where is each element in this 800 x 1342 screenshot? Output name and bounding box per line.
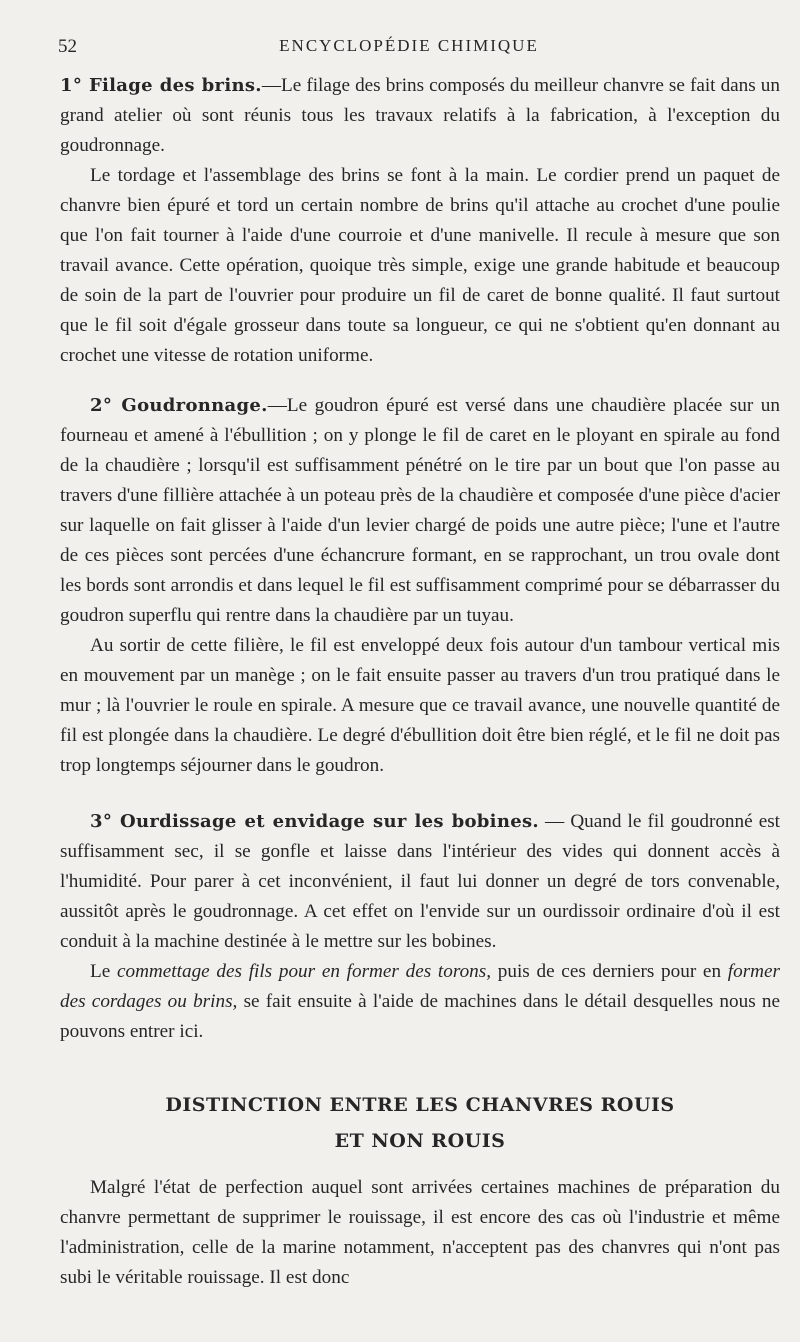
chapter-paragraph-1: Malgré l'état de perfection auquel sont arrivées certaines machines de préparation du chanvre permettant de supprimer le rouissage, il est encore des cas où l'industrie et même l'administration, celle de la marine notamment, n'acceptent pas des chanvres qui n'ont pas subi le véritable rouissage. Il est donc — [60, 1177, 780, 1288]
chapter-title-line-1: DISTINCTION ENTRE LES CHANVRES ROUIS — [165, 1094, 675, 1116]
section-filage-paragraph-2: Le tordage et l'assemblage des brins se font à la main. Le cordier prend un paquet de chanvre bien épuré et tord un certain nombre de brins qu'il attache au crochet d'une poulie que l'on fait tourner à l'aide d'une courroie et d'une manivelle. Il recule à mesure que son travail avance. Cette opération, quoique très simple, exige une grande habitude et beaucoup de soin de la part de l'ouvrier pour produire un fil de caret de bonne qualité. Il faut surtout que le fil soit d'égale grosseur dans toute sa longueur, ce qui ne s'obtient qu'en donnant au crochet une vitesse de rotation uniforme. — [60, 165, 780, 366]
chapter-title — [60, 1087, 780, 1159]
section-filage-paragraph-1: 1° Filage des brins.—Le filage des brins composés du meilleur chanvre se fait dans un grand atelier où sont réunis tous les travaux relatifs à la fabrication, à l'exception du goudronnage. — [60, 75, 780, 156]
page-number: 52 — [58, 36, 77, 57]
section-heading-ourdissage: 3° Ourdissage et envidage sur les bobines. — [90, 811, 539, 832]
section-ourdissage-paragraph-2: Le commettage des fils pour en former des torons, puis de ces derniers pour en former des cordages ou brins, se fait ensuite à l'aide de machines dans le détail desquelles nous ne pouvons entrer ici. — [60, 961, 780, 1042]
running-title: ENCYCLOPÉDIE CHIMIQUE — [279, 36, 539, 55]
section-ourdissage-paragraph-1: 3° Ourdissage et envidage sur les bobines. — Quand le fil goudronné est suffisamment sec, il se gonfle et laisse dans l'intérieur des vides qui donnent accès à l'humidité. Pour parer à cet inconvénient, il faut lui donner un degré de tors convenable, aussitôt après le goudronnage. A cet effet on l'envide sur un ourdissoir ordinaire d'où il est conduit à la machine destinée à le mettre sur les bobines. — [60, 811, 781, 952]
page-header — [58, 36, 760, 60]
section-heading-filage: 1° Filage des brins. — [60, 75, 262, 96]
section-goudronnage-paragraph-1: 2° Goudronnage.—Le goudron épuré est versé dans une chaudière placée sur un fourneau et amené à l'ébullition ; on y plonge le fil de caret en le ployant en spirale au fond de la chaudière ; lorsqu'il est suffisamment pénétré on le tire par un bout que l'on passe au travers d'une fillière attachée à un poteau près de la chaudière et composée d'une pièce d'acier sur laquelle on fait glisser à l'aide d'un levier chargé de poids une autre pièce; l'une et l'autre de ces pièces sont percées d'une échancrure formant, en se rapprochant, un trou ovale dont les bords sont arrondis et dans lequel le fil est suffisamment comprimé pour se débarrasser du goudron superflu qui rentre dans la chaudière par un tuyau. — [60, 395, 780, 626]
chapter-title-line-2: ET NON ROUIS — [334, 1130, 506, 1152]
section-heading-goudronnage: 2° Goudronnage. — [90, 395, 268, 416]
page-body — [60, 71, 780, 1293]
section-goudronnage-paragraph-2: Au sortir de cette filière, le fil est enveloppé deux fois autour d'un tambour vertical mis en mouvement par un manège ; on le fait ensuite passer au travers d'un trou pratiqué dans le mur ; là l'ouvrier le roule en spirale. A mesure que ce travail avance, une nouvelle quantité de fil est plongée dans la chaudière. Le degré d'ébullition doit être bien réglé, et le fil ne doit pas trop longtemps séjourner dans le goudron. — [60, 635, 780, 776]
